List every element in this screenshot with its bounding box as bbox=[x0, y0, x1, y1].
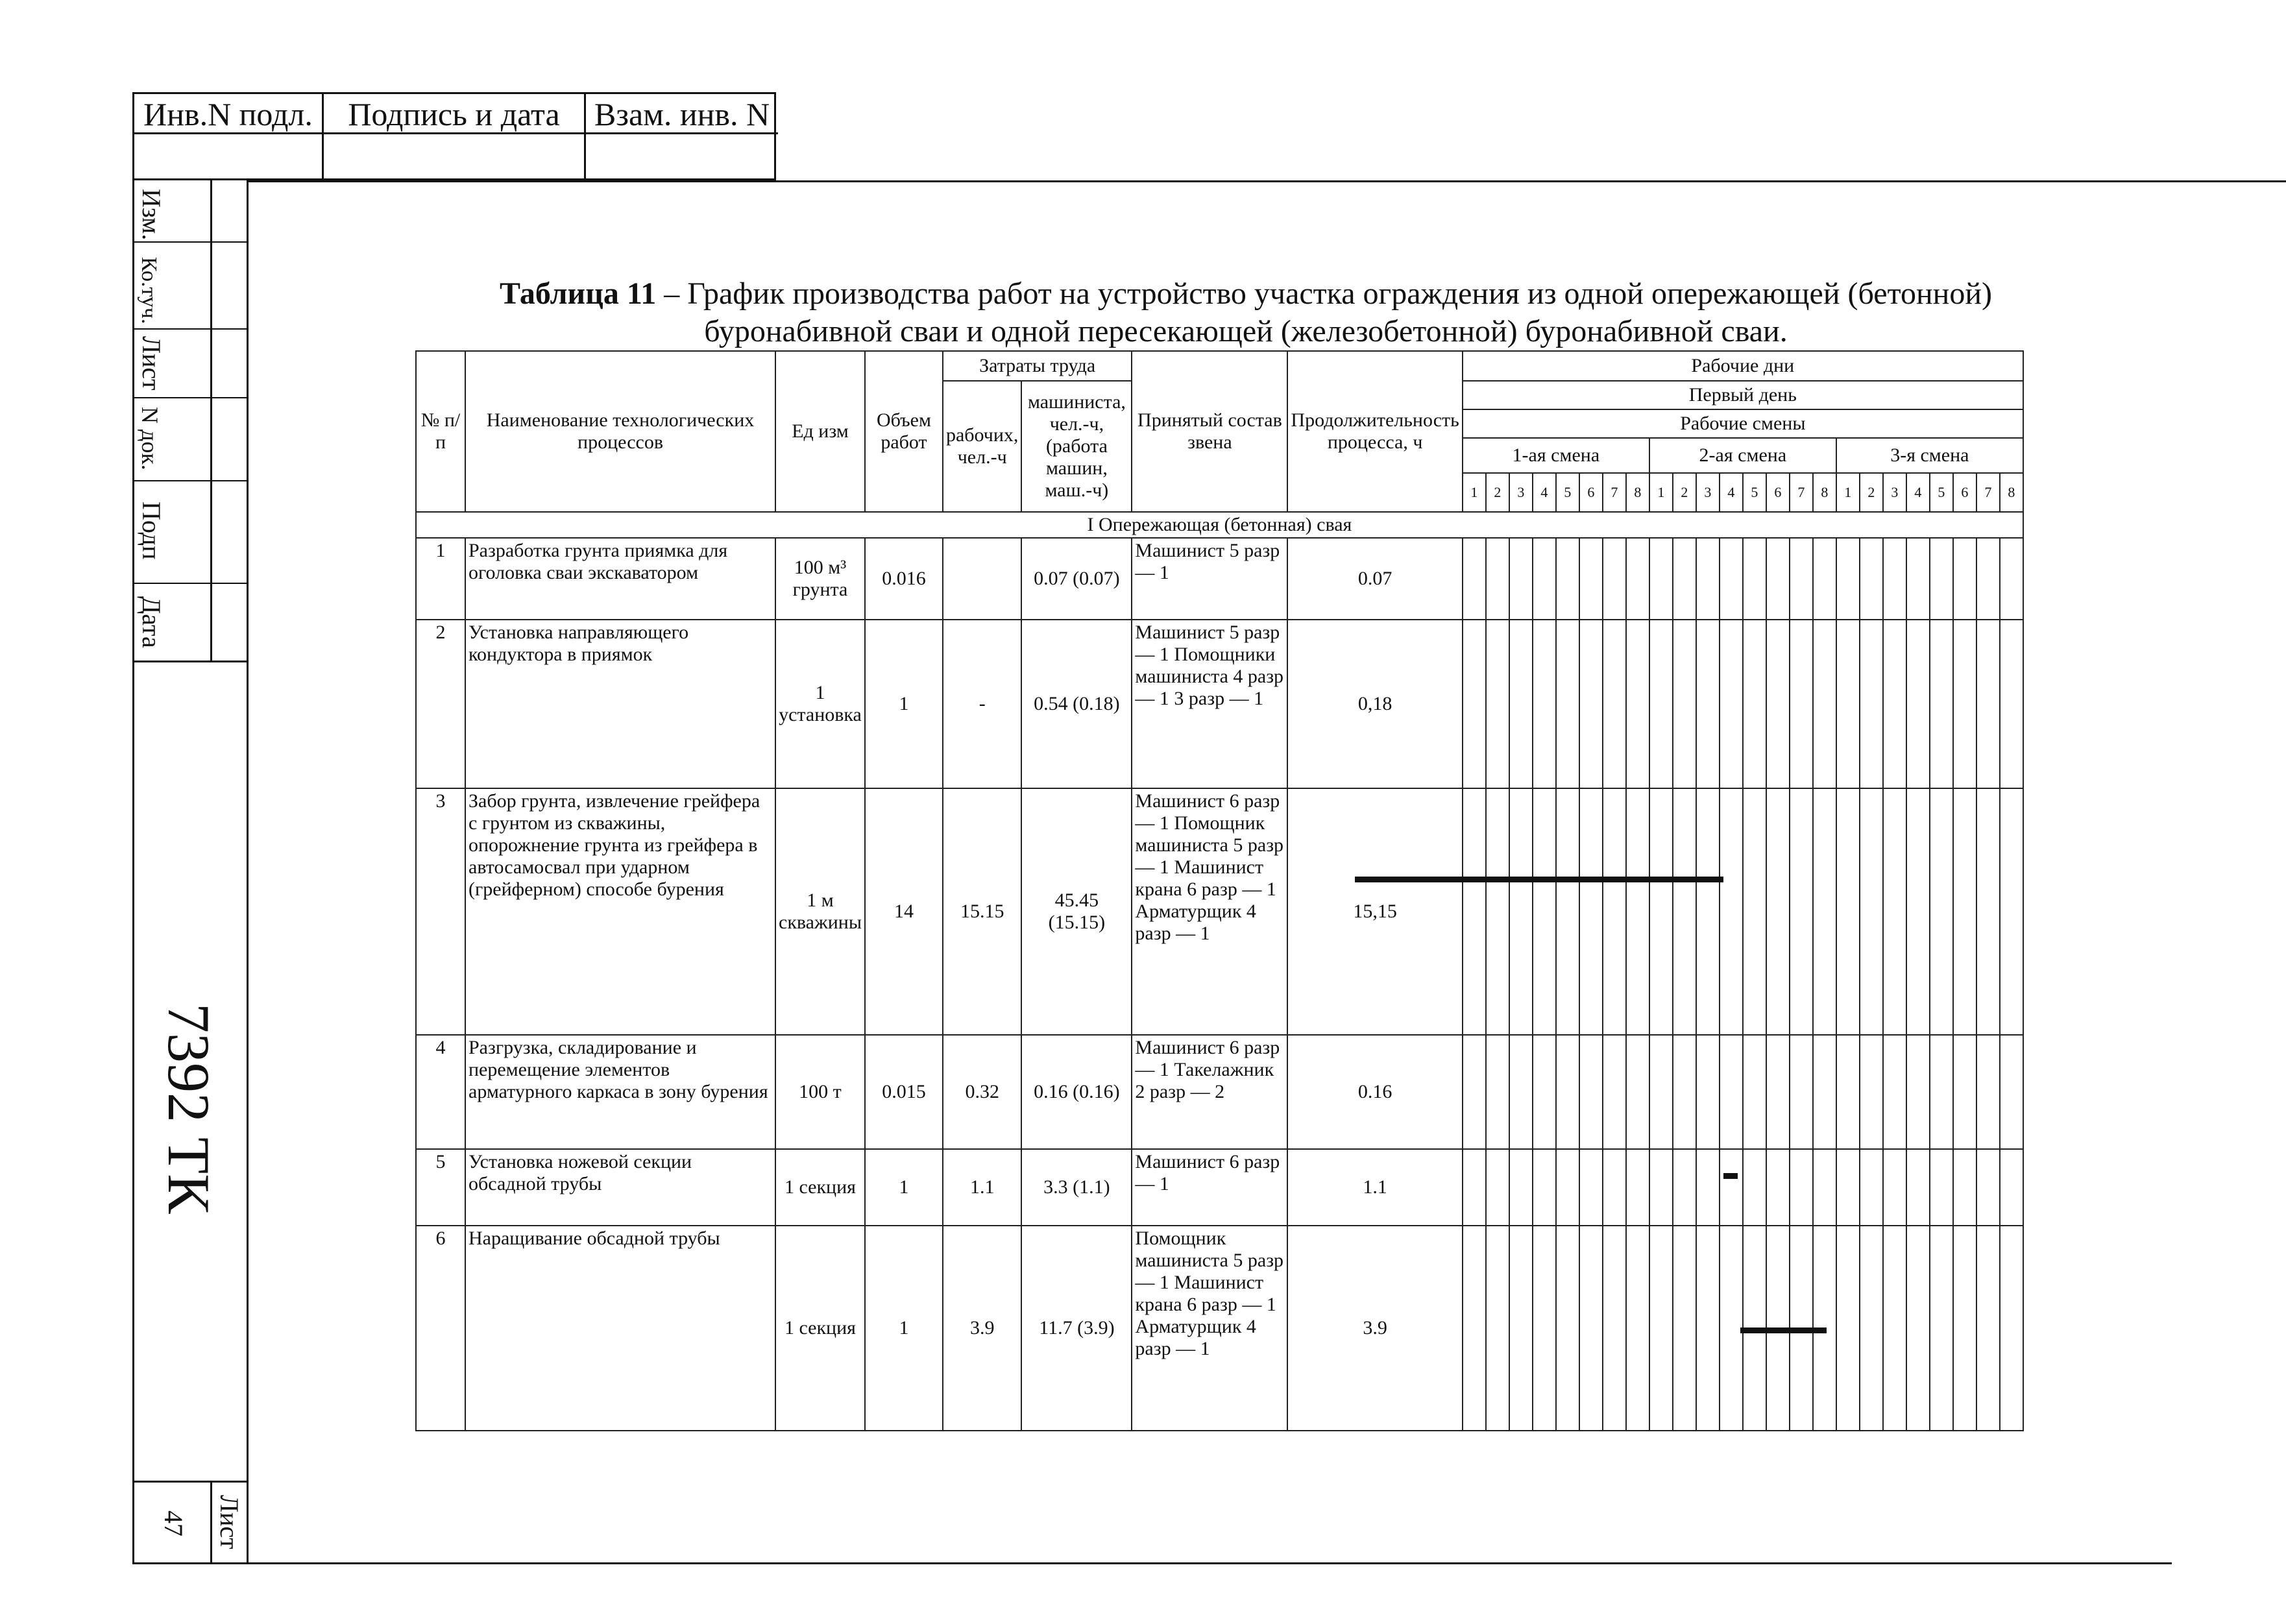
gantt-cell bbox=[1743, 1149, 1766, 1226]
gantt-cell bbox=[1649, 788, 1673, 1035]
table-row bbox=[416, 620, 2023, 788]
row-volume: 14 bbox=[865, 788, 943, 1035]
row-crew: Помощник машиниста 5 разр — 1 Машинист крана 6 разр — 1 Арматурщик 4 разр — 1 bbox=[1132, 1226, 1287, 1431]
hour-label: 6 bbox=[1579, 473, 1603, 512]
hdr-shift2: 2-ая смена bbox=[1649, 438, 1836, 473]
gantt-cell bbox=[1790, 1149, 1813, 1226]
hdr-first-day: Первый день bbox=[1463, 381, 2023, 409]
gantt-cell bbox=[1836, 1226, 1860, 1431]
gantt-cell bbox=[1860, 538, 1883, 620]
strip-bottom-divider bbox=[132, 661, 247, 662]
gantt-cell bbox=[1673, 538, 1696, 620]
document-code: 7392 ТК bbox=[156, 1002, 222, 1214]
gantt-cell bbox=[1603, 1035, 1626, 1149]
row-name: Забор грунта, извлечение грейфера с грунтом из скважины, опорожнение грунта из грейфера в автосамосвал при ударном (грейферном) способе бурения bbox=[465, 788, 775, 1035]
gantt-cell bbox=[1463, 620, 1486, 788]
gantt-cell bbox=[1486, 1149, 1509, 1226]
row-machine: 11.7 (3.9) bbox=[1021, 1226, 1132, 1431]
row-machine: 45.45 (15.15) bbox=[1021, 788, 1132, 1035]
gantt-cell bbox=[2000, 1149, 2023, 1226]
gantt-cell bbox=[1603, 1226, 1626, 1431]
row-machine: 0.07 (0.07) bbox=[1021, 538, 1132, 620]
gantt-cell bbox=[1509, 620, 1533, 788]
gantt-cell bbox=[1556, 620, 1579, 788]
row-volume: 1 bbox=[865, 620, 943, 788]
gantt-cell bbox=[1743, 788, 1766, 1035]
gantt-cell bbox=[1486, 538, 1509, 620]
hour-label: 2 bbox=[1486, 473, 1509, 512]
gantt-cell bbox=[1813, 538, 1836, 620]
gantt-cell bbox=[1883, 538, 1906, 620]
gantt-cell bbox=[1626, 1035, 1649, 1149]
row-duration: 1.1 bbox=[1287, 1149, 1462, 1226]
gantt-cell bbox=[1836, 538, 1860, 620]
gantt-cell bbox=[1579, 620, 1603, 788]
table-body bbox=[416, 538, 2023, 1431]
row-unit: 1 секция bbox=[775, 1149, 865, 1226]
gantt-cell bbox=[1836, 620, 1860, 788]
table-row bbox=[416, 1035, 2023, 1149]
row-crew: Машинист 6 разр — 1 Такелажник 2 разр — 2 bbox=[1132, 1035, 1287, 1149]
gantt-cell bbox=[1509, 1149, 1533, 1226]
gantt-cell bbox=[1486, 1035, 1509, 1149]
row-workers: - bbox=[943, 620, 1021, 788]
gantt-cell bbox=[1649, 538, 1673, 620]
strip-row-line bbox=[132, 583, 247, 584]
hdr-machinists: машиниста, чел.-ч, (работа машин, маш.-ч) bbox=[1021, 381, 1132, 512]
gantt-cell bbox=[1720, 1035, 1743, 1149]
row-volume: 1 bbox=[865, 1149, 943, 1226]
gantt-cell bbox=[1976, 1226, 2000, 1431]
gantt-cell bbox=[1930, 1149, 1953, 1226]
hdr-shift3: 3-я смена bbox=[1836, 438, 2023, 473]
hour-label: 7 bbox=[1976, 473, 2000, 512]
gantt-cell bbox=[1696, 1149, 1720, 1226]
table-row bbox=[416, 1149, 2023, 1226]
row-duration: 15,15 bbox=[1287, 788, 1462, 1035]
stamp-signature-label: Подпись и дата bbox=[324, 94, 584, 134]
gantt-cell bbox=[1883, 788, 1906, 1035]
gantt-cell bbox=[1883, 1035, 1906, 1149]
gantt-cell bbox=[1579, 1149, 1603, 1226]
hour-label: 7 bbox=[1603, 473, 1626, 512]
row-crew: Машинист 6 разр — 1 Помощник машиниста 5 разр — 1 Машинист крана 6 разр — 1 Арматурщик 4 разр — 1 bbox=[1132, 788, 1287, 1035]
hour-label: 2 bbox=[1673, 473, 1696, 512]
gantt-cell bbox=[1626, 788, 1649, 1035]
stamp-inv-cell bbox=[134, 94, 324, 182]
gantt-cell bbox=[1813, 1149, 1836, 1226]
table-row bbox=[416, 538, 2023, 620]
hour-label: 3 bbox=[1696, 473, 1720, 512]
section-title: I Опережающая (бетонная) свая bbox=[416, 512, 2023, 538]
gantt-cell bbox=[1860, 1226, 1883, 1431]
gantt-cell bbox=[1533, 1149, 1556, 1226]
row-num: 5 bbox=[416, 1149, 465, 1226]
gantt-cell bbox=[1976, 538, 2000, 620]
caption-bold: Таблица 11 bbox=[500, 276, 657, 311]
gantt-cell bbox=[1906, 1035, 1930, 1149]
sheet-box-divider bbox=[210, 1481, 212, 1562]
row-duration: 0.16 bbox=[1287, 1035, 1462, 1149]
gantt-cell bbox=[1556, 788, 1579, 1035]
row-name: Наращивание обсадной трубы bbox=[465, 1226, 775, 1431]
gantt-cell bbox=[1486, 788, 1509, 1035]
gantt-bar-row-3 bbox=[1355, 877, 1724, 882]
hour-label: 1 bbox=[1649, 473, 1673, 512]
row-workers: 0.32 bbox=[943, 1035, 1021, 1149]
gantt-cell bbox=[1696, 1226, 1720, 1431]
gantt-cell bbox=[1603, 1149, 1626, 1226]
hour-label: 6 bbox=[1953, 473, 1976, 512]
gantt-cell bbox=[1696, 788, 1720, 1035]
row-name: Установка ножевой секции обсадной трубы bbox=[465, 1149, 775, 1226]
gantt-cell bbox=[1860, 1149, 1883, 1226]
sheet-label: Лист bbox=[215, 1495, 244, 1549]
sheet-box-top bbox=[132, 1481, 247, 1483]
hour-label: 5 bbox=[1930, 473, 1953, 512]
hdr-crew: Принятый состав звена bbox=[1132, 351, 1287, 512]
gantt-cell bbox=[1486, 620, 1509, 788]
strip-row-line bbox=[132, 397, 247, 398]
gantt-cell bbox=[1976, 620, 2000, 788]
gantt-bar-row-5 bbox=[1723, 1173, 1738, 1179]
gantt-cell bbox=[1976, 788, 2000, 1035]
strip-row-line bbox=[132, 480, 247, 481]
hour-label: 4 bbox=[1906, 473, 1930, 512]
sheet-number: 47 bbox=[159, 1510, 188, 1536]
gantt-cell bbox=[1533, 1226, 1556, 1431]
gantt-cell bbox=[1509, 788, 1533, 1035]
gantt-cell bbox=[1626, 620, 1649, 788]
stamp-replace-cell bbox=[586, 94, 778, 182]
gantt-cell bbox=[1579, 1035, 1603, 1149]
gantt-cell bbox=[1696, 1035, 1720, 1149]
title-stamp bbox=[132, 92, 776, 180]
gantt-cell bbox=[1696, 538, 1720, 620]
row-workers: 15.15 bbox=[943, 788, 1021, 1035]
gantt-cell bbox=[1953, 1149, 1976, 1226]
gantt-cell bbox=[1906, 1149, 1930, 1226]
row-num: 3 bbox=[416, 788, 465, 1035]
gantt-cell bbox=[1579, 1226, 1603, 1431]
row-name: Разгрузка, складирование и перемещение элементов арматурного каркаса в зону бурения bbox=[465, 1035, 775, 1149]
gantt-cell bbox=[1649, 1149, 1673, 1226]
hour-label: 3 bbox=[1509, 473, 1533, 512]
hdr-duration: Продолжительность процесса, ч bbox=[1287, 351, 1462, 512]
gantt-cell bbox=[1766, 1035, 1790, 1149]
gantt-cell bbox=[2000, 788, 2023, 1035]
row-crew: Машинист 5 разр — 1 bbox=[1132, 538, 1287, 620]
gantt-cell bbox=[1603, 620, 1626, 788]
gantt-cell bbox=[1906, 538, 1930, 620]
gantt-cell bbox=[1766, 788, 1790, 1035]
hdr-name: Наименование технологических процессов bbox=[465, 351, 775, 512]
hour-label: 5 bbox=[1743, 473, 1766, 512]
hour-label: 4 bbox=[1533, 473, 1556, 512]
hdr-workdays: Рабочие дни bbox=[1463, 351, 2023, 381]
gantt-cell bbox=[1836, 1035, 1860, 1149]
gantt-cell bbox=[1533, 1035, 1556, 1149]
hour-label: 6 bbox=[1766, 473, 1790, 512]
gantt-cell bbox=[1649, 1035, 1673, 1149]
table-row bbox=[416, 788, 2023, 1035]
gantt-cell bbox=[1860, 620, 1883, 788]
hour-label: 5 bbox=[1556, 473, 1579, 512]
strip-izm: Изм. bbox=[137, 189, 166, 241]
gantt-cell bbox=[1906, 1226, 1930, 1431]
gantt-cell bbox=[1743, 538, 1766, 620]
gantt-cell bbox=[1953, 788, 1976, 1035]
strip-list: Лист bbox=[137, 336, 166, 391]
gantt-cell bbox=[1743, 1035, 1766, 1149]
gantt-cell bbox=[1626, 1226, 1649, 1431]
gantt-cell bbox=[1930, 620, 1953, 788]
hdr-labor: Затраты труда bbox=[943, 351, 1132, 381]
gantt-cell bbox=[1720, 788, 1743, 1035]
row-duration: 0,18 bbox=[1287, 620, 1462, 788]
gantt-cell bbox=[1813, 1035, 1836, 1149]
gantt-cell bbox=[1463, 1149, 1486, 1226]
hour-label: 3 bbox=[1883, 473, 1906, 512]
gantt-cell bbox=[1906, 788, 1930, 1035]
hour-label: 8 bbox=[1626, 473, 1649, 512]
gantt-cell bbox=[1766, 620, 1790, 788]
gantt-cell bbox=[1813, 620, 1836, 788]
gantt-cell bbox=[1720, 620, 1743, 788]
gantt-cell bbox=[1556, 1149, 1579, 1226]
frame-bottom-line bbox=[132, 1562, 2172, 1564]
row-volume: 0.015 bbox=[865, 1035, 943, 1149]
hour-label: 8 bbox=[1813, 473, 1836, 512]
row-crew: Машинист 6 разр — 1 bbox=[1132, 1149, 1287, 1226]
gantt-cell bbox=[1673, 1035, 1696, 1149]
hour-label: 2 bbox=[1860, 473, 1883, 512]
gantt-cell bbox=[1906, 620, 1930, 788]
row-machine: 0.16 (0.16) bbox=[1021, 1035, 1132, 1149]
gantt-cell bbox=[2000, 1035, 2023, 1149]
gantt-cell bbox=[1930, 788, 1953, 1035]
gantt-cell bbox=[1813, 788, 1836, 1035]
hdr-workers: рабочих, чел.-ч bbox=[943, 381, 1021, 512]
row-workers: 1.1 bbox=[943, 1149, 1021, 1226]
row-unit: 1 секция bbox=[775, 1226, 865, 1431]
gantt-cell bbox=[1953, 1035, 1976, 1149]
gantt-cell bbox=[1533, 788, 1556, 1035]
gantt-cell bbox=[2000, 620, 2023, 788]
gantt-cell bbox=[2000, 538, 2023, 620]
gantt-cell bbox=[1509, 1226, 1533, 1431]
gantt-cell bbox=[1860, 1035, 1883, 1149]
gantt-cell bbox=[1860, 788, 1883, 1035]
gantt-cell bbox=[1649, 620, 1673, 788]
gantt-cell bbox=[1603, 538, 1626, 620]
hour-label: 8 bbox=[2000, 473, 2023, 512]
frame-left-line bbox=[247, 180, 249, 1562]
gantt-cell bbox=[1930, 538, 1953, 620]
gantt-cell bbox=[1673, 1149, 1696, 1226]
stamp-signature-cell bbox=[324, 94, 586, 182]
gantt-cell bbox=[1953, 620, 1976, 788]
gantt-cell bbox=[1509, 538, 1533, 620]
gantt-cell bbox=[1766, 538, 1790, 620]
stamp-inv-label: Инв.N подл. bbox=[134, 94, 322, 134]
row-machine: 3.3 (1.1) bbox=[1021, 1149, 1132, 1226]
gantt-cell bbox=[1720, 1226, 1743, 1431]
gantt-cell bbox=[1883, 1149, 1906, 1226]
gantt-cell bbox=[1463, 1226, 1486, 1431]
gantt-cell bbox=[1509, 1035, 1533, 1149]
gantt-cell bbox=[1720, 1149, 1743, 1226]
gantt-cell bbox=[1930, 1035, 1953, 1149]
row-unit: 100 м³ грунта bbox=[775, 538, 865, 620]
gantt-cell bbox=[1626, 538, 1649, 620]
gantt-cell bbox=[1953, 1226, 1976, 1431]
gantt-cell bbox=[1953, 538, 1976, 620]
gantt-cell bbox=[1556, 1035, 1579, 1149]
gantt-cell bbox=[1766, 1149, 1790, 1226]
gantt-cell bbox=[1556, 538, 1579, 620]
gantt-cell bbox=[1836, 1149, 1860, 1226]
hour-label: 7 bbox=[1790, 473, 1813, 512]
strip-edge bbox=[132, 180, 134, 1562]
gantt-bar-row-6 bbox=[1740, 1327, 1827, 1333]
hdr-shift1: 1-ая смена bbox=[1463, 438, 1649, 473]
hour-label: 4 bbox=[1720, 473, 1743, 512]
row-volume: 1 bbox=[865, 1226, 943, 1431]
hdr-num: № п/п bbox=[416, 351, 465, 512]
gantt-cell bbox=[1883, 620, 1906, 788]
row-num: 2 bbox=[416, 620, 465, 788]
gantt-cell bbox=[1463, 538, 1486, 620]
row-num: 1 bbox=[416, 538, 465, 620]
gantt-cell bbox=[1603, 788, 1626, 1035]
gantt-cell bbox=[1579, 538, 1603, 620]
hour-label: 1 bbox=[1836, 473, 1860, 512]
table-caption bbox=[415, 275, 2076, 350]
gantt-cell bbox=[1533, 620, 1556, 788]
gantt-cell bbox=[1649, 1226, 1673, 1431]
gantt-cell bbox=[1696, 620, 1720, 788]
strip-data: Дата bbox=[137, 596, 166, 648]
hour-label: 1 bbox=[1463, 473, 1486, 512]
gantt-cell bbox=[1486, 1226, 1509, 1431]
row-unit: 100 т bbox=[775, 1035, 865, 1149]
gantt-cell bbox=[1673, 788, 1696, 1035]
hdr-volume: Объем работ bbox=[865, 351, 943, 512]
row-workers: 3.9 bbox=[943, 1226, 1021, 1431]
gantt-cell bbox=[1556, 1226, 1579, 1431]
revision-strip bbox=[132, 180, 247, 1562]
row-name: Установка направляющего кондуктора в приямок bbox=[465, 620, 775, 788]
schedule-table bbox=[415, 350, 2024, 1431]
row-crew: Машинист 5 разр — 1 Помощники машиниста 4 разр — 1 3 разр — 1 bbox=[1132, 620, 1287, 788]
hdr-unit: Ед изм bbox=[775, 351, 865, 512]
frame-top-line bbox=[247, 180, 2286, 182]
gantt-cell bbox=[1883, 1226, 1906, 1431]
stamp-replace-label: Взам. инв. N bbox=[586, 94, 778, 134]
strip-podp: Подп bbox=[137, 502, 166, 560]
row-num: 6 bbox=[416, 1226, 465, 1431]
row-unit: 1 м скважины bbox=[775, 788, 865, 1035]
gantt-cell bbox=[1579, 788, 1603, 1035]
gantt-cell bbox=[1463, 1035, 1486, 1149]
gantt-cell bbox=[1790, 538, 1813, 620]
gantt-cell bbox=[1790, 1035, 1813, 1149]
row-duration: 0.07 bbox=[1287, 538, 1462, 620]
gantt-cell bbox=[1626, 1149, 1649, 1226]
gantt-cell bbox=[1533, 538, 1556, 620]
row-name: Разработка грунта приямка для оголовка сваи экскаватором bbox=[465, 538, 775, 620]
row-workers bbox=[943, 538, 1021, 620]
gantt-cell bbox=[1463, 788, 1486, 1035]
strip-divider bbox=[210, 180, 212, 662]
gantt-cell bbox=[1790, 620, 1813, 788]
row-unit: 1 установка bbox=[775, 620, 865, 788]
gantt-cell bbox=[1930, 1226, 1953, 1431]
strip-kol: Ко.туч. bbox=[137, 257, 161, 324]
gantt-cell bbox=[1673, 620, 1696, 788]
gantt-cell bbox=[2000, 1226, 2023, 1431]
gantt-cell bbox=[1743, 620, 1766, 788]
row-num: 4 bbox=[416, 1035, 465, 1149]
hdr-shifts: Рабочие смены bbox=[1463, 409, 2023, 438]
gantt-cell bbox=[1836, 788, 1860, 1035]
row-duration: 3.9 bbox=[1287, 1226, 1462, 1431]
gantt-cell bbox=[1673, 1226, 1696, 1431]
gantt-cell bbox=[1720, 538, 1743, 620]
row-volume: 0.016 bbox=[865, 538, 943, 620]
row-machine: 0.54 (0.18) bbox=[1021, 620, 1132, 788]
gantt-cell bbox=[1790, 788, 1813, 1035]
gantt-cell bbox=[1976, 1149, 2000, 1226]
strip-ndok: N док. bbox=[137, 407, 163, 470]
caption-text: – График производства работ на устройство участка ограждения из одной опережающей (бетонной) буронабивной сваи и одной пересекающей (железобетонной) буронабивной сваи. bbox=[656, 276, 1992, 348]
gantt-cell bbox=[1976, 1035, 2000, 1149]
